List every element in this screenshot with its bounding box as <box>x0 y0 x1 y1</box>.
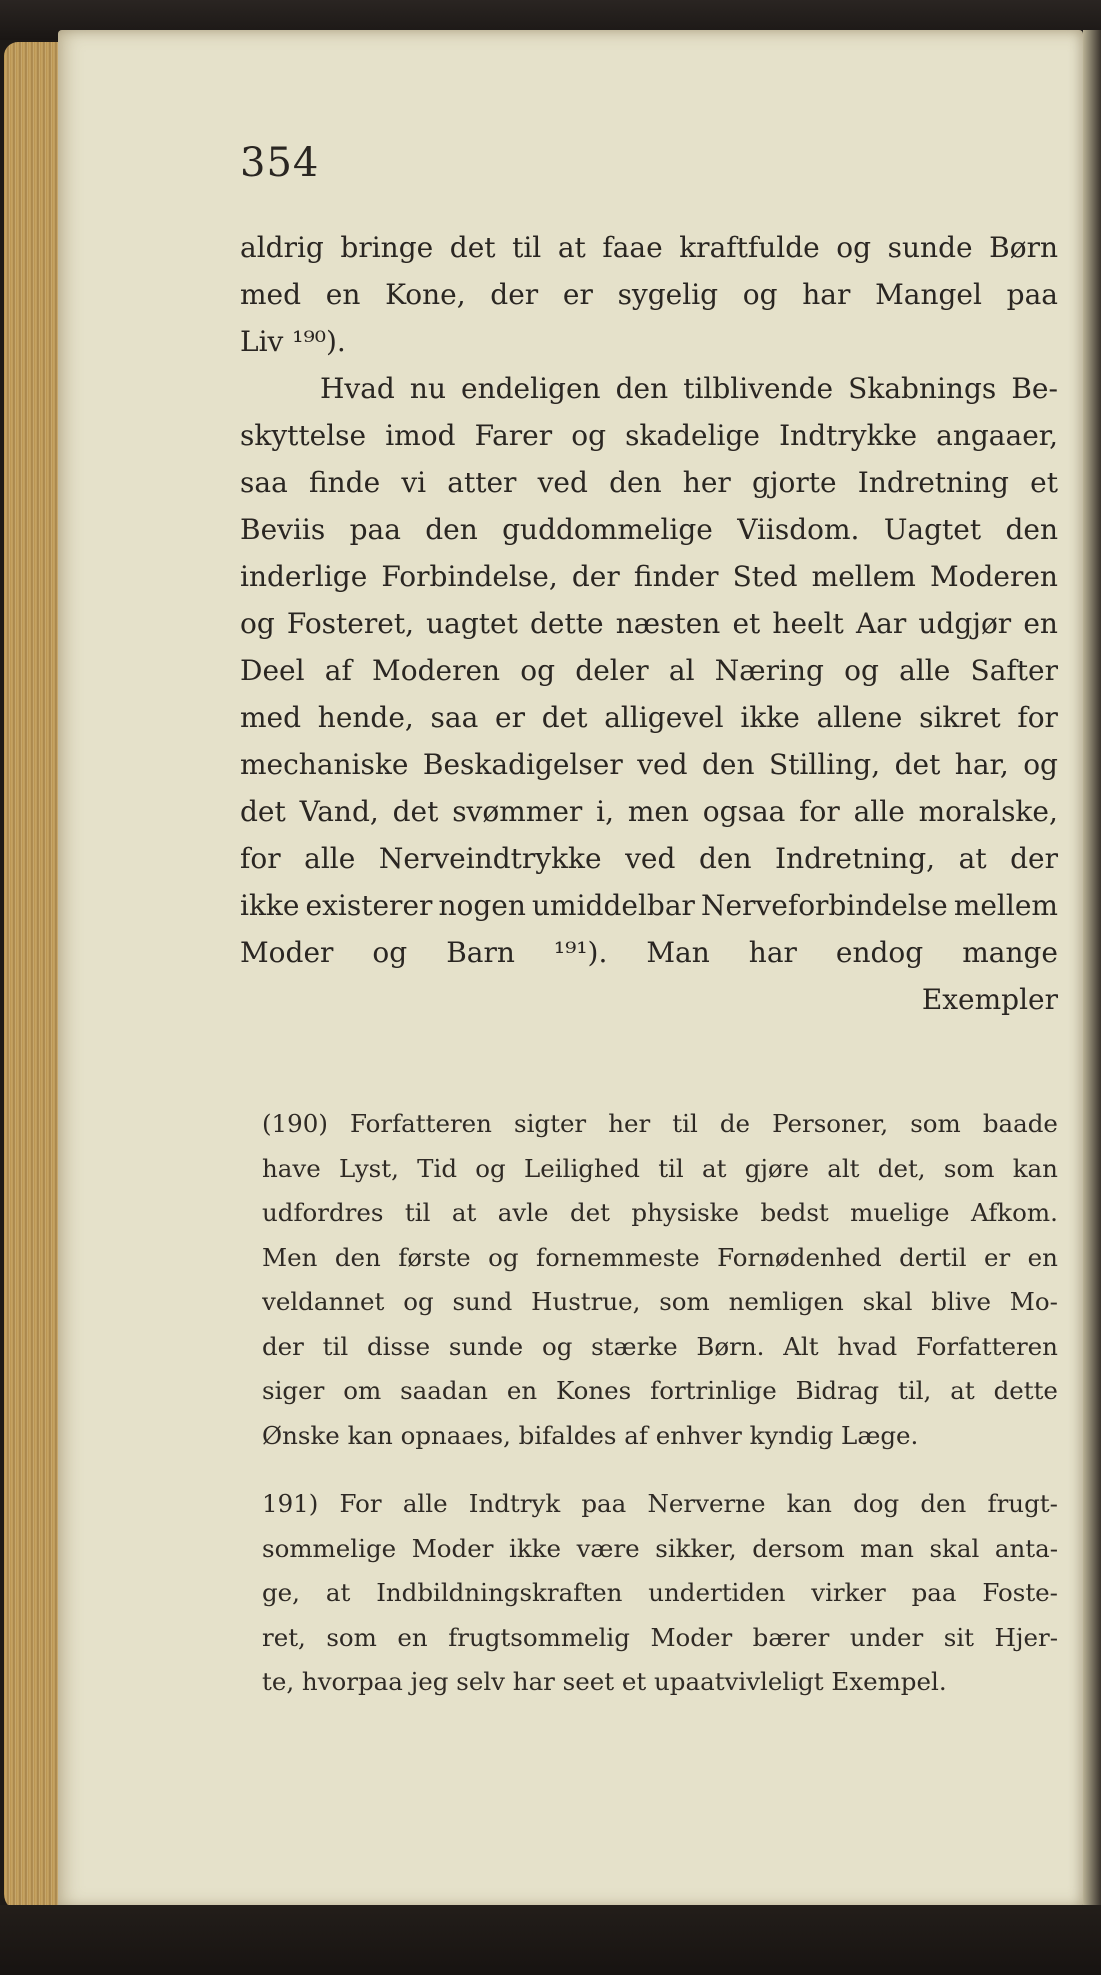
main-text <box>240 224 1058 1023</box>
footnote-line: (190) Forfatteren sigter her til de Personer, som baade <box>262 1109 1058 1138</box>
footnote-line: ret, som en frugtsommelig Moder bærer under sit Hjer- <box>262 1622 1058 1652</box>
text-line: mechaniske Beskadigelser ved den Stilling, det har, og <box>240 748 1058 781</box>
footnotes <box>262 1102 1058 1729</box>
footnote-190 <box>262 1102 1058 1458</box>
text-line: Beviis paa den guddommelige Viisdom. Uagtet den <box>240 513 1058 546</box>
text-line: det Vand, det svømmer i, men ogsaa for alle moralske, <box>240 795 1058 828</box>
text-line: Deel af Moderen og deler al Næring og alle Safter <box>240 654 1058 687</box>
text-line: Moder og Barn ¹⁹¹). Man har endog mange <box>240 936 1058 969</box>
text-line: saa finde vi atter ved den her gjorte Indretning et <box>240 466 1058 499</box>
text-line: og Fosteret, uagtet dette næsten et heelt Aar udgjør en <box>240 607 1058 640</box>
text-line: Liv ¹⁹⁰). <box>240 325 346 358</box>
footnote-line: der til disse sunde og stærke Børn. Alt hvad Forfatteren <box>262 1331 1058 1361</box>
footnote-191 <box>262 1482 1058 1705</box>
catchword: Exempler <box>921 983 1058 1016</box>
footnote-line: te, hvorpaa jeg selv har seet et upaatvivleligt Exempel. <box>262 1667 947 1696</box>
text-line: med en Kone, der er sygelig og har Mangel paa <box>240 278 1058 311</box>
text-line: Hvad nu endeligen den tilblivende Skabnings Be- <box>320 372 1058 405</box>
footnote-line: 191) For alle Indtryk paa Nerverne kan dog den frugt- <box>262 1489 1058 1518</box>
text-line: med hende, saa er det alligevel ikke allene sikret for <box>240 701 1058 734</box>
page-number: 354 <box>240 140 320 186</box>
footnote-line: siger om saadan en Kones fortrinlige Bidrag til, at dette <box>262 1376 1058 1405</box>
footnote-line: Men den første og fornemmeste Fornødenhed dertil er en <box>262 1242 1058 1272</box>
footnote-line: ge, at Indbildningskraften undertiden virker paa Foste- <box>262 1578 1058 1607</box>
text-line: skyttelse imod Farer og skadelige Indtrykke angaaer, <box>240 419 1058 452</box>
text-line: aldrig bringe det til at faae kraftfulde og sunde Børn <box>240 231 1058 264</box>
footnote-line: sommelige Moder ikke være sikker, dersom man skal anta- <box>262 1533 1058 1563</box>
footnote-line: veldannet og sund Hustrue, som nemligen skal blive Mo- <box>262 1287 1058 1316</box>
text-line: for alle Nerveindtrykke ved den Indretning, at der <box>240 842 1058 875</box>
footnote-line: udfordres til at avle det physiske bedst muelige Afkom. <box>262 1198 1058 1227</box>
background-bottom <box>0 1905 1101 1975</box>
footnote-line: have Lyst, Tid og Leilighed til at gjøre alt det, som kan <box>262 1153 1058 1183</box>
text-line: ikke existerer nogen umiddelbar Nerveforbindelse mellem <box>240 889 1058 922</box>
text-line: inderlige Forbindelse, der finder Sted mellem Moderen <box>240 560 1058 593</box>
footnote-line: Ønske kan opnaaes, bifaldes af enhver kyndig Læge. <box>262 1420 919 1450</box>
book-page-right-edge <box>1083 30 1101 1908</box>
